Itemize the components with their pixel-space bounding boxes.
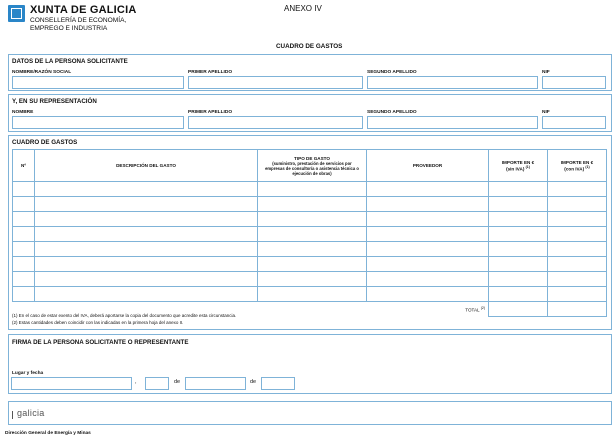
applicant-section-title: DATOS DE LA PERSONA SOLICITANTE <box>12 58 128 65</box>
table-cell[interactable] <box>548 197 607 212</box>
col-header-type <box>258 150 367 182</box>
place-field[interactable] <box>11 377 132 390</box>
applicant-surname2-label: SEGUNDO APELLIDO <box>367 70 417 75</box>
col-header-amount-vat-title: IMPORTE EN € <box>560 159 594 165</box>
representative-name-field[interactable] <box>12 116 184 129</box>
table-cell[interactable] <box>367 242 489 257</box>
org-title: XUNTA DE GALICIA <box>30 4 137 16</box>
table-cell[interactable] <box>367 182 489 197</box>
expenses-table <box>12 149 607 317</box>
col-header-type-title: TIPO DE GASTO <box>294 155 330 161</box>
table-cell[interactable] <box>489 197 548 212</box>
table-cell[interactable] <box>367 197 489 212</box>
department-name <box>30 17 126 33</box>
day-field[interactable] <box>145 377 169 390</box>
applicant-surname1-label: PRIMER APELLIDO <box>188 70 233 75</box>
expenses-rows <box>13 182 607 302</box>
xunta-logo-icon <box>8 5 25 22</box>
table-row <box>13 287 607 302</box>
applicant-nif-field[interactable] <box>542 76 606 89</box>
table-cell[interactable] <box>13 257 35 272</box>
table-cell[interactable] <box>548 257 607 272</box>
col-header-provider: PROVEEDOR <box>367 150 489 182</box>
form-title: CUADRO DE GASTOS <box>276 43 343 50</box>
total-label-cell <box>367 302 489 317</box>
table-cell[interactable] <box>258 212 367 227</box>
table-cell[interactable] <box>35 287 258 302</box>
note-mark-1b: (1) <box>585 164 590 169</box>
table-cell[interactable] <box>13 227 35 242</box>
applicant-name-label: NOMBRE/RAZÓN SOCIAL <box>12 70 72 75</box>
table-cell[interactable] <box>35 182 258 197</box>
table-cell[interactable] <box>258 272 367 287</box>
table-cell[interactable] <box>489 212 548 227</box>
expenses-header-row <box>13 150 607 182</box>
table-cell[interactable] <box>548 182 607 197</box>
table-row <box>13 272 607 287</box>
total-note-mark: (2) <box>480 305 485 310</box>
department-line-1: CONSELLERÍA DE ECONOMÍA, <box>30 17 127 24</box>
table-cell[interactable] <box>258 287 367 302</box>
col-header-description: DESCRIPCIÓN DEL GASTO <box>35 150 258 182</box>
table-cell[interactable] <box>548 227 607 242</box>
table-cell[interactable] <box>489 182 548 197</box>
representative-surname2-field[interactable] <box>367 116 538 129</box>
table-cell[interactable] <box>489 272 548 287</box>
footer-box <box>8 401 612 425</box>
table-row <box>13 242 607 257</box>
applicant-surname1-field[interactable] <box>188 76 363 89</box>
direction-name: Dirección General de Energía y Minas <box>5 431 91 436</box>
month-field[interactable] <box>185 377 246 390</box>
year-field[interactable] <box>261 377 295 390</box>
representative-name-label: NOMBRE <box>12 110 34 115</box>
col-header-amount-no-vat <box>489 150 548 182</box>
table-cell[interactable] <box>35 212 258 227</box>
de-separator-1: de <box>174 379 181 385</box>
table-cell[interactable] <box>258 227 367 242</box>
amount-no-vat-sub-label: (sin IVA) <box>506 166 525 172</box>
table-row <box>13 212 607 227</box>
table-cell[interactable] <box>35 242 258 257</box>
col-header-type-subtitle: (suministro, prestación de servicios por empresas de consultoría o asistencia técnica o ejecución de obras) <box>265 160 359 176</box>
table-cell[interactable] <box>258 242 367 257</box>
annex-label: ANEXO IV <box>284 4 322 13</box>
table-row <box>13 197 607 212</box>
table-cell[interactable] <box>13 212 35 227</box>
col-header-amount-vat <box>548 150 607 182</box>
total-no-vat-cell[interactable] <box>489 302 548 317</box>
table-row <box>13 182 607 197</box>
expenses-section <box>8 135 612 330</box>
table-cell[interactable] <box>367 272 489 287</box>
representative-nif-label: NIF <box>542 110 550 115</box>
table-cell[interactable] <box>13 197 35 212</box>
table-cell[interactable] <box>13 182 35 197</box>
table-cell[interactable] <box>548 272 607 287</box>
representative-section-title: Y, EN SU REPRESENTACIÓN <box>12 98 97 105</box>
col-header-amount-no-vat-title: IMPORTE EN € <box>501 159 535 165</box>
table-row <box>13 257 607 272</box>
table-cell[interactable] <box>489 287 548 302</box>
table-cell[interactable] <box>367 227 489 242</box>
amount-vat-sub-label: (con IVA) <box>564 166 585 172</box>
footnote-2: (2) Estas cantidades deben coincidir con las indicadas en la primera hoja del anexo II. <box>12 320 184 325</box>
col-header-amount-no-vat-subtitle <box>489 165 547 172</box>
representative-section <box>8 94 612 132</box>
applicant-surname2-field[interactable] <box>367 76 538 89</box>
footnote-1: (1) En el caso de estar exento del IVA, deberá aportarse la copia del documento que acredite esta circunstancia. <box>12 313 237 318</box>
signature-section <box>8 334 612 394</box>
table-cell[interactable] <box>35 257 258 272</box>
galicia-brand: galicia <box>17 408 45 418</box>
de-separator-2: de <box>250 379 257 385</box>
applicant-section <box>8 54 612 91</box>
table-cell[interactable] <box>35 227 258 242</box>
note-mark-1: (1) <box>525 164 530 169</box>
table-cell[interactable] <box>489 227 548 242</box>
table-cell[interactable] <box>35 197 258 212</box>
representative-surname2-label: SEGUNDO APELLIDO <box>367 110 417 115</box>
total-vat-cell[interactable] <box>548 302 607 317</box>
table-cell[interactable] <box>13 242 35 257</box>
signature-section-title: FIRMA DE LA PERSONA SOLICITANTE O REPRESENTANTE <box>12 339 189 346</box>
table-cell[interactable] <box>489 242 548 257</box>
table-cell[interactable] <box>13 272 35 287</box>
total-label: TOTAL <box>465 307 480 313</box>
table-cell[interactable] <box>258 257 367 272</box>
table-row <box>13 227 607 242</box>
representative-nif-field[interactable] <box>542 116 606 129</box>
table-cell[interactable] <box>548 212 607 227</box>
table-cell[interactable] <box>367 257 489 272</box>
department-line-2: EMPREGO E INDUSTRIA <box>30 25 108 32</box>
comma-separator: , <box>135 379 137 385</box>
table-cell[interactable] <box>548 287 607 302</box>
place-date-label: Lugar y fecha <box>12 371 44 376</box>
table-cell[interactable] <box>258 182 367 197</box>
applicant-nif-label: NIF <box>542 70 550 75</box>
table-cell[interactable] <box>35 272 258 287</box>
table-cell[interactable] <box>548 242 607 257</box>
galicia-brand-mark <box>12 411 13 419</box>
table-cell[interactable] <box>13 287 35 302</box>
table-cell[interactable] <box>489 257 548 272</box>
applicant-name-field[interactable] <box>12 76 184 89</box>
table-cell[interactable] <box>258 197 367 212</box>
col-header-number: Nº <box>13 150 35 182</box>
col-header-amount-vat-subtitle <box>548 165 606 172</box>
representative-surname1-label: PRIMER APELLIDO <box>188 110 233 115</box>
representative-surname1-field[interactable] <box>188 116 363 129</box>
table-cell[interactable] <box>367 287 489 302</box>
expenses-section-title: CUADRO DE GASTOS <box>12 139 78 146</box>
table-cell[interactable] <box>367 212 489 227</box>
